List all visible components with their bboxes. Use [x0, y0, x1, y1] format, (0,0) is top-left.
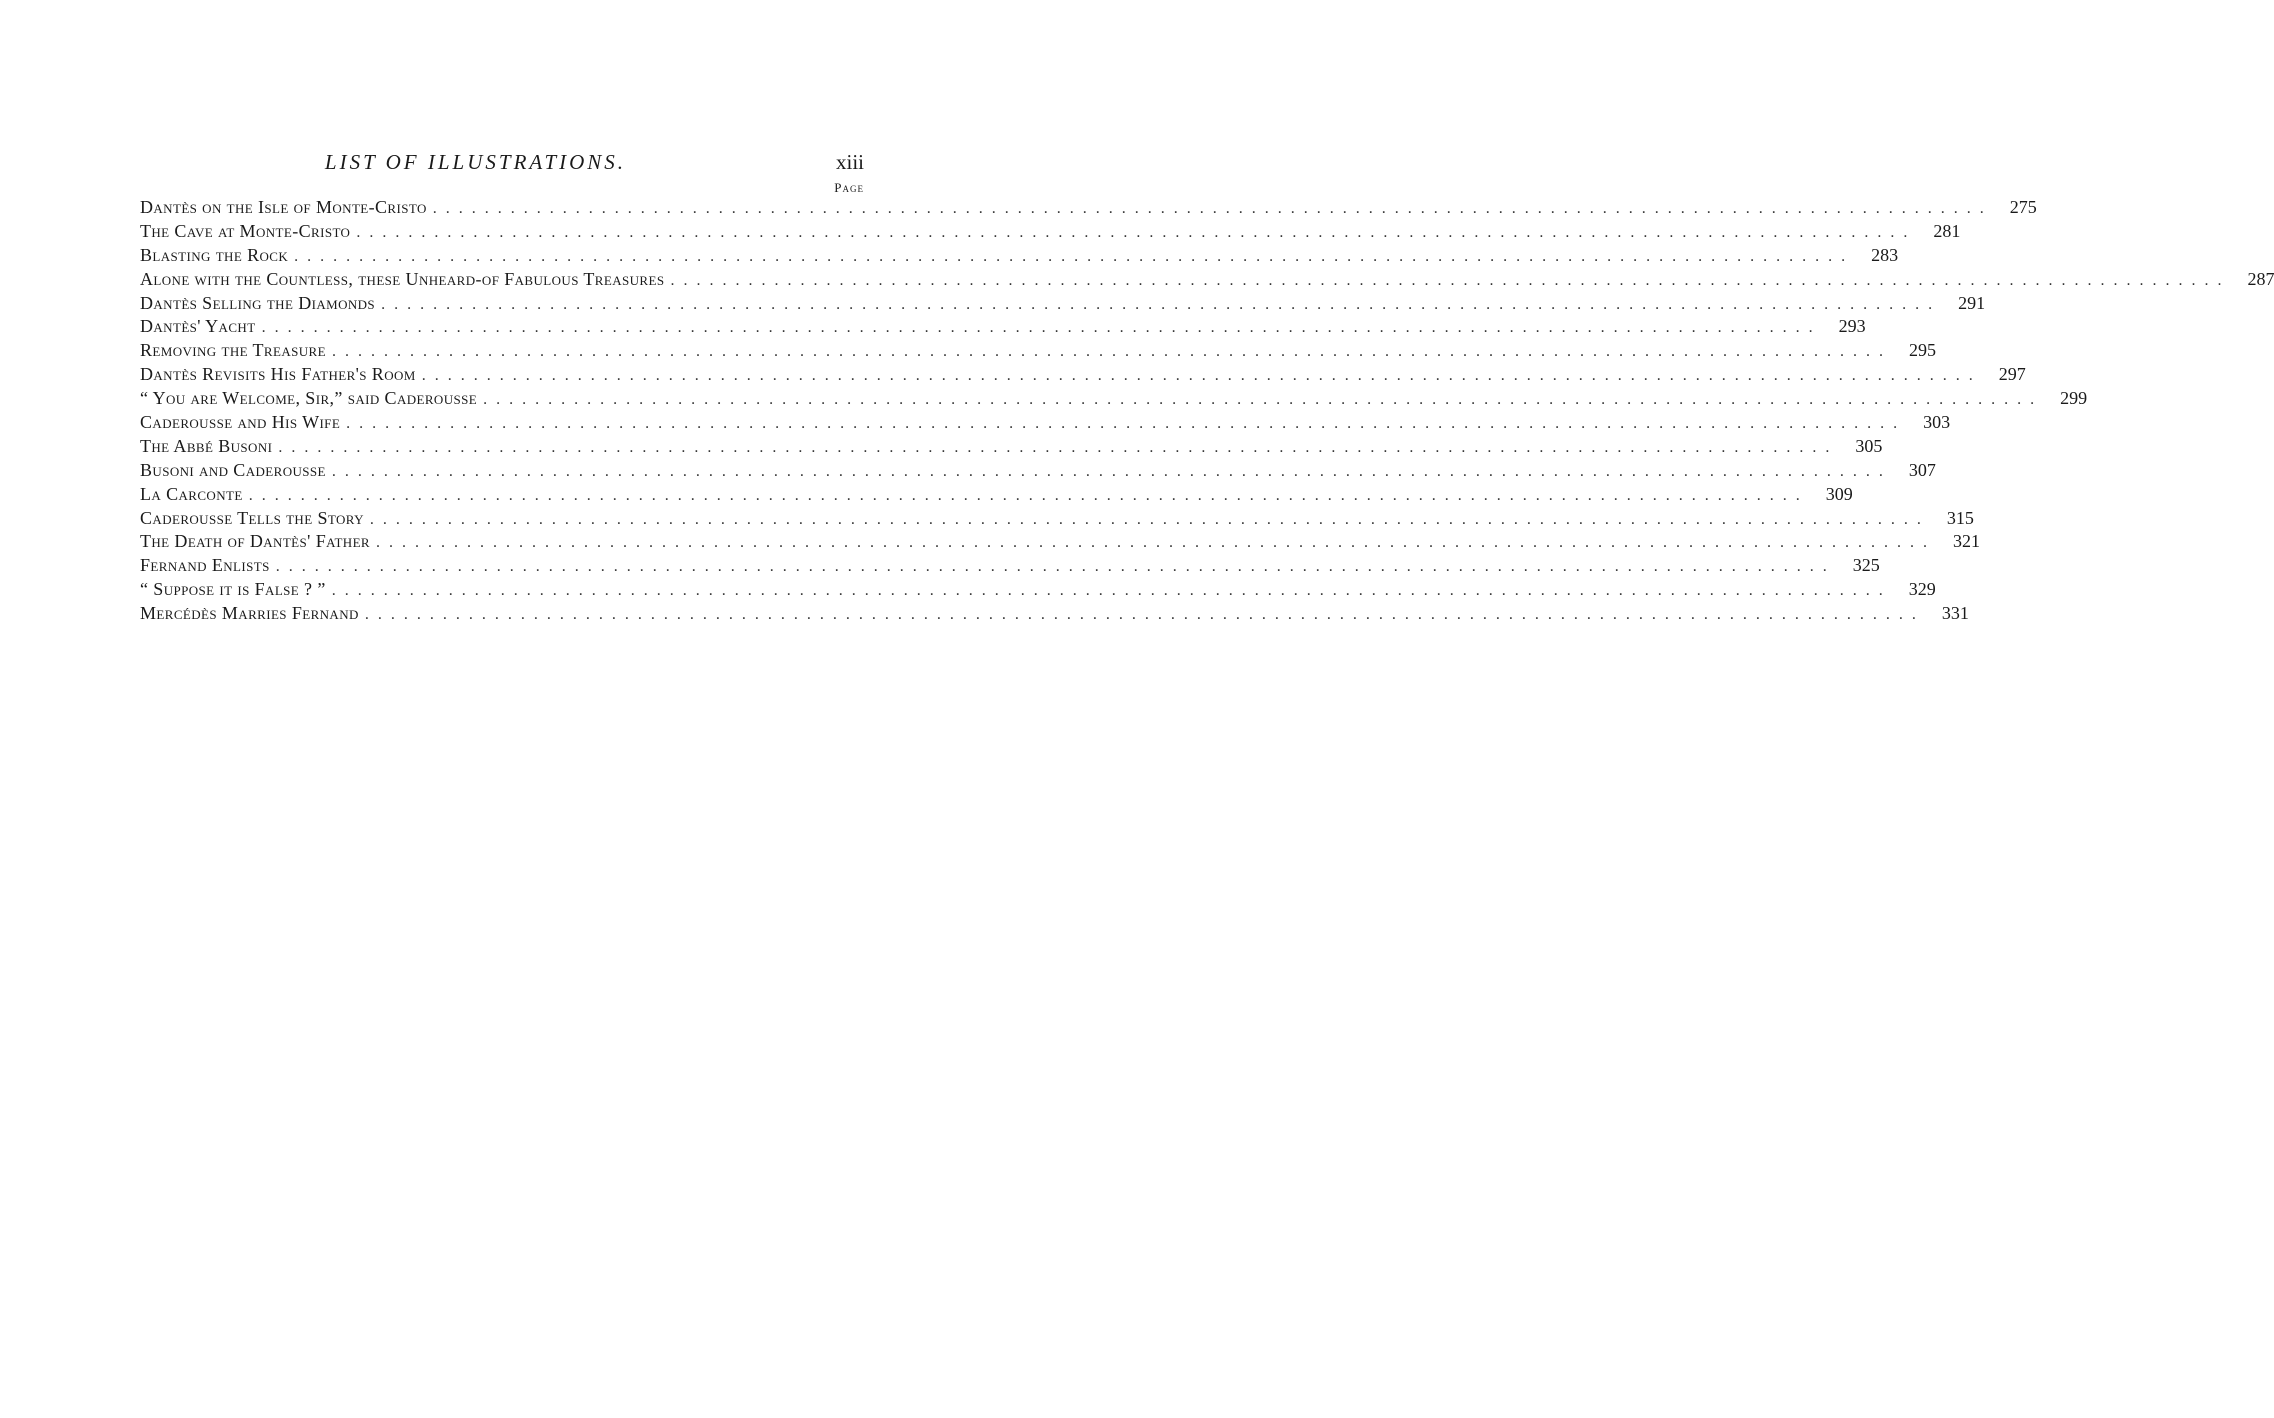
dot-leader: ........................................................................................................................	[331, 582, 1892, 600]
illustration-page: 275	[2009, 197, 2037, 217]
illustration-title: The Abbé Busoni	[140, 435, 273, 456]
illustration-page: 297	[1998, 364, 2026, 385]
illustration-title: Alone with the Countless, these Unheard-of Fabulous Treasures	[140, 268, 665, 289]
illustration-title: Busoni and Caderousse	[140, 459, 326, 480]
illustration-page: 295	[1908, 340, 1936, 361]
illustration-page: 293	[1838, 316, 1866, 337]
dot-leader: ........................................................................................................................	[356, 223, 1917, 241]
running-title: LIST OF ILLUSTRATIONS.	[324, 150, 627, 174]
list-item	[140, 339, 1936, 363]
list-item	[140, 315, 1866, 339]
list-item	[140, 507, 1974, 531]
illustration-title: Caderousse Tells the Story	[140, 507, 364, 528]
list-item	[140, 268, 2274, 292]
list-item	[140, 578, 1936, 602]
list-item	[140, 411, 1951, 435]
illustration-page: 283	[1871, 244, 1899, 265]
illustration-list	[140, 196, 2274, 626]
list-item	[140, 244, 1899, 268]
list-item	[140, 196, 2037, 220]
illustration-title: The Cave at Monte-Cristo	[140, 220, 351, 241]
dot-leader: ........................................................................................................................	[331, 343, 1892, 361]
illustration-title: Mercédès Marries Fernand	[140, 603, 359, 624]
illustration-page: 329	[1908, 579, 1936, 600]
illustration-page: 315	[1946, 507, 1974, 528]
dot-leader: ........................................................................................................................	[432, 200, 1993, 217]
dot-leader: ........................................................................................................................	[381, 295, 1942, 313]
list-item	[140, 530, 1980, 554]
dot-leader: ........................................................................................................................	[421, 367, 1982, 385]
list-item	[140, 459, 1936, 483]
illustration-title: Dantès on the Isle of Monte-Cristo	[140, 197, 427, 217]
dot-leader: ........................................................................................................................	[369, 510, 1930, 528]
illustration-title: “ You are Welcome, Sir,” said Caderousse	[140, 388, 478, 409]
illustration-title: The Death of Dantès' Father	[140, 531, 370, 552]
list-item	[140, 483, 1853, 507]
list-item	[140, 435, 1883, 459]
illustration-page: 281	[1933, 220, 1961, 241]
illustration-title: Dantès' Yacht	[140, 316, 256, 337]
illustration-title: Dantès Selling the Diamonds	[140, 292, 376, 313]
dot-leader: ........................................................................................................................	[483, 391, 2044, 409]
illustration-page: 309	[1825, 483, 1853, 504]
illustration-page: 287	[2247, 268, 2274, 289]
page-column-label: Page	[834, 180, 864, 195]
illustration-title: Fernand Enlists	[140, 555, 270, 576]
illustration-title: “ Suppose it is False ? ”	[140, 579, 326, 600]
dot-leader: ........................................................................................................................	[278, 438, 1839, 456]
list-item	[140, 363, 2026, 387]
dot-leader: ........................................................................................................................	[275, 558, 1836, 576]
running-head	[138, 150, 864, 180]
illustration-page: 305	[1855, 435, 1883, 456]
illustration-page: 325	[1852, 555, 1880, 576]
dot-leader: ........................................................................................................................	[670, 271, 2231, 289]
list-item	[140, 292, 1986, 316]
illustration-page: 291	[1958, 292, 1986, 313]
illustration-page: 321	[1953, 531, 1980, 552]
dot-leader: ........................................................................................................................	[346, 415, 1907, 433]
list-item	[140, 387, 2088, 411]
dot-leader: ........................................................................................................................	[248, 486, 1809, 504]
illustration-title: La Carconte	[140, 483, 243, 504]
illustration-page: 303	[1923, 412, 1951, 433]
illustration-title: Removing the Treasure	[140, 340, 326, 361]
illustration-title: Dantès Revisits His Father's Room	[140, 364, 416, 385]
illustration-page: 299	[2060, 388, 2088, 409]
dot-leader: ........................................................................................................................	[261, 319, 1822, 337]
dot-leader: ........................................................................................................................	[294, 247, 1855, 265]
illustration-title: Blasting the Rock	[140, 244, 289, 265]
dot-leader: ........................................................................................................................	[364, 606, 1925, 624]
list-item	[140, 602, 1969, 626]
illustration-page: 307	[1908, 459, 1936, 480]
list-item	[140, 554, 1880, 578]
list-item	[140, 220, 1961, 244]
page-number: xiii	[835, 150, 864, 174]
dot-leader: ........................................................................................................................	[376, 534, 1936, 552]
illustration-title: Caderousse and His Wife	[140, 412, 341, 433]
dot-leader: ........................................................................................................................	[331, 462, 1892, 480]
illustration-page: 331	[1941, 603, 1969, 624]
